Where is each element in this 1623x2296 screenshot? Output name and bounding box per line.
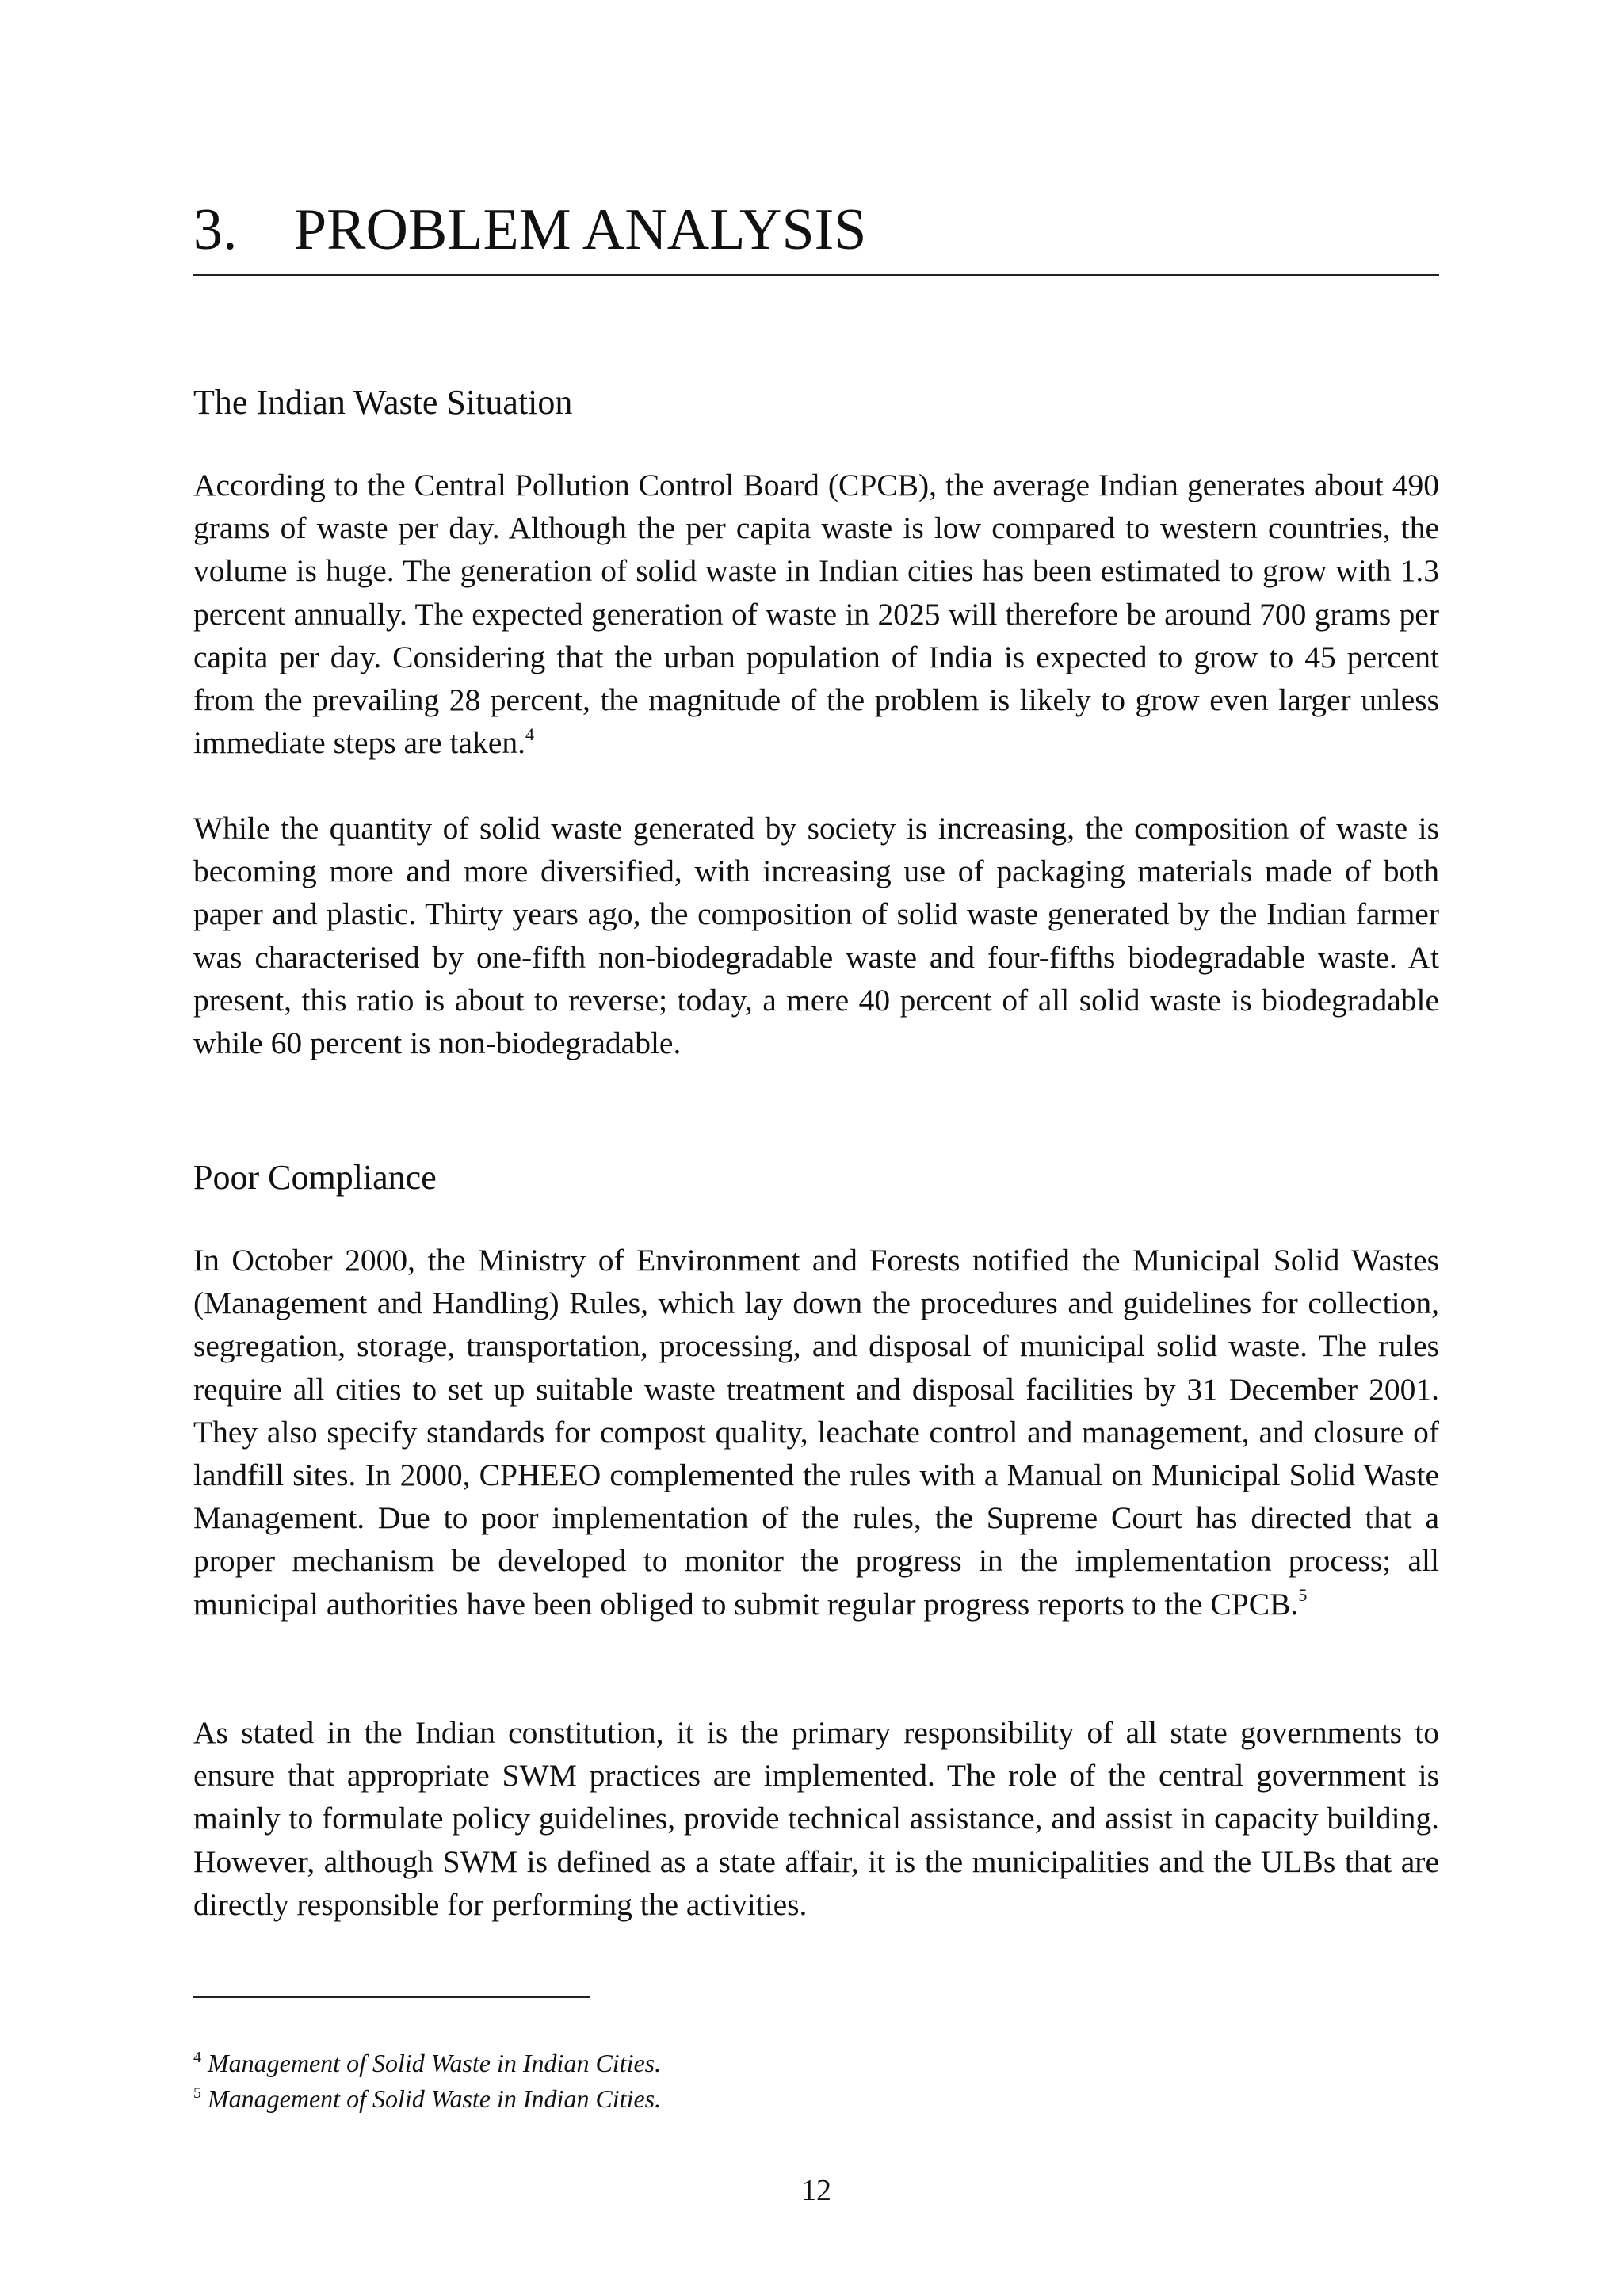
footnote-ref-4: 4: [525, 724, 534, 745]
paragraph-text: In October 2000, the Ministry of Environment and Forests notified the Municipal Solid Wastes (Management and Handling) Rules, which lay down the procedures and guidelines for collection, segregation, storage, transportation, processing, and disposal of municipal solid waste. The rules require all cities to set up suitable waste treatment and disposal facilities by 31 December 2001. They also specify standards for compost quality, leachate control and management, and closure of landfill sites. In 2000, CPHEEO complemented the rules with a Manual on Municipal Solid Waste Management. Due to poor implementation of the rules, the Supreme Court has directed that a proper mechanism be developed to monitor the progress in the implementation process; all municipal authorities have been obliged to submit regular progress reports to the CPCB.: [193, 1243, 1439, 1622]
paragraph-msw-rules: [193, 1239, 1439, 1626]
paragraph-state-responsibility: [193, 1711, 1439, 1926]
section-title-indian-waste-situation: The Indian Waste Situation: [193, 383, 573, 422]
page-number: 12: [801, 2174, 831, 2207]
section-title-poor-compliance: Poor Compliance: [193, 1158, 437, 1197]
footnote-text: Management of Solid Waste in Indian Cities.: [208, 2049, 662, 2077]
paragraph-text: As stated in the Indian constitution, it is the primary responsibility of all state governments to ensure that appropriate SWM practices are implemented. The role of the central government is mainly to formulate policy guidelines, provide technical assistance, and assist in capacity building. However, although SWM is defined as a state affair, it is the municipalities and the ULBs that are directly responsible for performing the activities.: [193, 1715, 1439, 1922]
paragraph-waste-generation: [193, 464, 1439, 764]
footnote-separator: [193, 1996, 590, 1998]
footnote-mark: 4: [193, 2049, 201, 2067]
chapter-rule: [193, 274, 1439, 276]
footnote-4: [193, 2047, 1439, 2079]
paragraph-waste-composition: [193, 807, 1439, 1064]
paragraph-text: While the quantity of solid waste generated by society is increasing, the composition of waste is becoming more and more diversified, with increasing use of packaging materials made of both paper and plastic. Thirty years ago, the composition of solid waste generated by the Indian farmer was characterised by one-fifth non-biodegradable waste and four-fifths biodegradable waste. At present, this ratio is about to reverse; today, a mere 40 percent of all solid waste is biodegradable while 60 percent is non-biodegradable.: [193, 811, 1439, 1061]
paragraph-text: According to the Central Pollution Control Board (CPCB), the average Indian generates about 490 grams of waste per day. Although the per capita waste is low compared to western countries, the volume is huge. The generation of solid waste in Indian cities has been estimated to grow with 1.3 percent annually. The expected generation of waste in 2025 will therefore be around 700 grams per capita per day. Considering that the urban population of India is expected to grow to 45 percent from the prevailing 28 percent, the magnitude of the problem is likely to grow even larger unless immediate steps are taken.: [193, 468, 1439, 761]
chapter-heading: [193, 194, 1439, 266]
footnote-text: Management of Solid Waste in Indian Cities.: [208, 2084, 662, 2113]
footnote-5: [193, 2083, 1439, 2115]
chapter-number: 3.: [193, 197, 238, 262]
chapter-title: PROBLEM ANALYSIS: [294, 197, 867, 262]
footnote-ref-5: 5: [1298, 1585, 1308, 1606]
footnote-mark: 5: [193, 2084, 201, 2103]
